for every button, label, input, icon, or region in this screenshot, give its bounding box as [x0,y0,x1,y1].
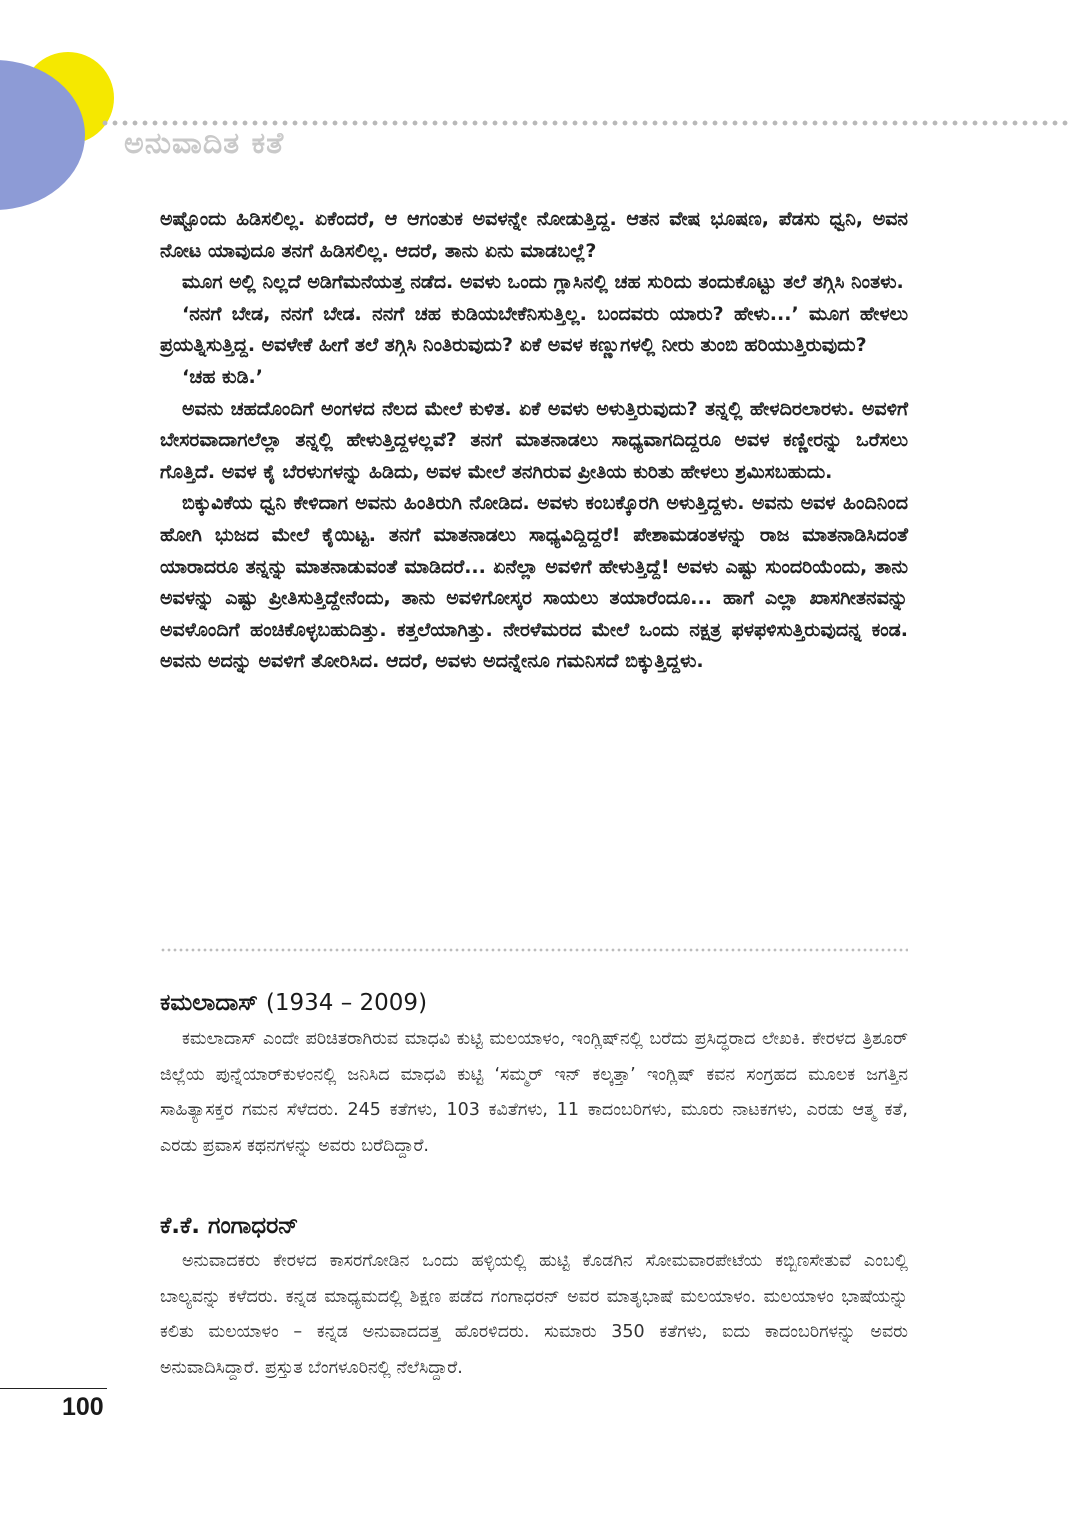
section-title: ಅನುವಾದಿತ ಕತೆ [124,126,285,161]
translator-bio-text: ಅನುವಾದಕರು ಕೇರಳದ ಕಾಸರಗೋಡಿನ ಒಂದು ಹಳ್ಳಿಯಲ್ಲಿ ಹುಟ್ಟಿ ಕೊಡಗಿನ ಸೋಮವಾರಪೇಟೆಯ ಕಬ್ಬಿಣಸೇತುವೆ ಎಂಬಲ್ಲಿ ಬಾಲ್ಯವನ್ನು ಕಳೆದರು. ಕನ್ನಡ ಮಾಧ್ಯಮದಲ್ಲಿ ಶಿಕ್ಷಣ ಪಡೆದ ಗಂಗಾಧರನ್ ಅವರ ಮಾತೃಭಾಷೆ ಮಲಯಾಳಂ. ಮಲಯಾಳಂ ಭಾಷೆಯನ್ನು ಕಲಿತು ಮಲಯಾಳಂ – ಕನ್ನಡ ಅನುವಾದದತ್ತ ಹೊರಳಿದರು. ಸುಮಾರು 350 ಕತೆಗಳು, ಐದು ಕಾದಂಬರಿಗಳನ್ನು ಅವರು ಅನುವಾದಿಸಿದ್ದಾರೆ. ಪ್ರಸ್ತುತ ಬೆಂಗಳೂರಿನಲ್ಲಿ ನೆಲೆಸಿದ್ದಾರೆ. [160,1251,908,1378]
author-heading [160,984,908,1022]
author-years: (1934 – 2009) [265,990,428,1016]
section-divider [160,948,908,952]
story-paragraph: ಮೂಗ ಅಲ್ಲಿ ನಿಲ್ಲದೆ ಅಡಿಗೆಮನೆಯತ್ತ ನಡೆದ. ಅವಳು ಒಂದು ಗ್ಲಾಸಿನಲ್ಲಿ ಚಹ ಸುರಿದು ತಂದುಕೊಟ್ಟು ತಲೆ ತಗ್ಗಿಸಿ ನಿಂತಳು. [182,271,904,294]
translator-bio [160,1208,908,1386]
page-number-rule [0,1388,107,1389]
author-name: ಕಮಲಾದಾಸ್ [160,990,258,1016]
story-paragraph: ಬಿಕ್ಕುವಿಕೆಯ ಧ್ವನಿ ಕೇಳಿದಾಗ ಅವನು ಹಿಂತಿರುಗಿ ನೋಡಿದ. ಅವಳು ಕಂಬಕ್ಕೊರಗಿ ಅಳುತ್ತಿದ್ದಳು. ಅವನು ಅವಳ ಹಿಂದಿನಿಂದ ಹೋಗಿ ಭುಜದ ಮೇಲೆ ಕೈಯಿಟ್ಟ. ತನಗೆ ಮಾತನಾಡಲು ಸಾಧ್ಯವಿದ್ದಿದ್ದರೆ! ಪೇಶಾಮಡಂತಳನ್ನು ರಾಜ ಮಾತನಾಡಿಸಿದಂತೆ ಯಾರಾದರೂ ತನ್ನನ್ನು ಮಾತನಾಡುವಂತೆ ಮಾಡಿದರೆ... ಏನೆಲ್ಲಾ ಅವಳಿಗೆ ಹೇಳುತ್ತಿದ್ದೆ! ಅವಳು ಎಷ್ಟು ಸುಂದರಿಯೆಂದು, ತಾನು ಅವಳನ್ನು ಎಷ್ಟು ಪ್ರೀತಿಸುತ್ತಿದ್ದೇನೆಂದು, ತಾನು ಅವಳಿಗೋಸ್ಕರ ಸಾಯಲು ತಯಾರೆಂದೂ... ಹಾಗೆ ಎಲ್ಲಾ ಖಾಸಗೀತನವನ್ನು ಅವಳೊಂದಿಗೆ ಹಂಚಿಕೊಳ್ಳಬಹುದಿತ್ತು. ಕತ್ತಲೆಯಾಗಿತ್ತು. ನೇರಳೆಮರದ ಮೇಲೆ ಒಂದು ನಕ್ಷತ್ರ ಫಳಫಳಿಸುತ್ತಿರುವುದನ್ನ ಕಂಡ. ಅವನು ಅದನ್ನು ಅವಳಿಗೆ ತೋರಿಸಿದ. ಆದರೆ, ಅವಳು ಅದನ್ನೇನೂ ಗಮನಿಸದೆ ಬಿಕ್ಕುತ್ತಿದ್ದಳು. [160,492,908,673]
page-number: 100 [62,1393,104,1421]
translator-name: ಕೆ.ಕೆ. ಗಂಗಾಧರನ್ [160,1213,299,1239]
story-paragraph: ಅವನು ಚಹದೊಂದಿಗೆ ಅಂಗಳದ ನೆಲದ ಮೇಲೆ ಕುಳಿತ. ಏಕೆ ಅವಳು ಅಳುತ್ತಿರುವುದು? ತನ್ನಲ್ಲಿ ಹೇಳದಿರಲಾರಳು. ಅವಳಿಗೆ ಬೇಸರವಾದಾಗಲೆಲ್ಲಾ ತನ್ನಲ್ಲಿ ಹೇಳುತ್ತಿದ್ದಳಲ್ಲವೆ? ತನಗೆ ಮಾತನಾಡಲು ಸಾಧ್ಯವಾಗದಿದ್ದರೂ ಅವಳ ಕಣ್ಣೀರನ್ನು ಒರೆಸಲು ಗೊತ್ತಿದೆ. ಅವಳ ಕೈ ಬೆರಳುಗಳನ್ನು ಹಿಡಿದು, ಅವಳ ಮೇಲೆ ತನಗಿರುವ ಪ್ರೀತಿಯ ಕುರಿತು ಹೇಳಲು ಶ್ರಮಿಸಬಹುದು. [160,397,908,483]
story-text [160,204,908,678]
story-paragraph: ‘ಚಹ ಕುಡಿ.’ [182,365,263,388]
author-bio-text: ಕಮಲಾದಾಸ್ ಎಂದೇ ಪರಿಚಿತರಾಗಿರುವ ಮಾಧವಿ ಕುಟ್ಟಿ ಮಲಯಾಳಂ, ಇಂಗ್ಲಿಷ್‌ನಲ್ಲಿ ಬರೆದು ಪ್ರಸಿದ್ಧರಾದ ಲೇಖಕಿ. ಕೇರಳದ ತ್ರಿಶೂರ್ ಜಿಲ್ಲೆಯ ಪುನ್ನೆಯಾರ್‌ಕುಳಂನಲ್ಲಿ ಜನಿಸಿದ ಮಾಧವಿ ಕುಟ್ಟಿ ‘ಸಮ್ಮರ್ ಇನ್ ಕಲ್ಕತ್ತಾ’ ಇಂಗ್ಲಿಷ್ ಕವನ ಸಂಗ್ರಹದ ಮೂಲಕ ಜಗತ್ತಿನ ಸಾಹಿತ್ಯಾಸಕ್ತರ ಗಮನ ಸೆಳೆದರು. 245 ಕತೆಗಳು, 103 ಕವಿತೆಗಳು, 11 ಕಾದಂಬರಿಗಳು, ಮೂರು ನಾಟಕಗಳು, ಎರಡು ಆತ್ಮ ಕತೆ, ಎರಡು ಪ್ರವಾಸ ಕಥನಗಳನ್ನು ಅವರು ಬರೆದಿದ್ದಾರೆ. [160,1029,908,1156]
author-bio [160,984,908,1164]
story-paragraph: ಅಷ್ಟೊಂದು ಹಿಡಿಸಲಿಲ್ಲ. ಏಕೆಂದರೆ, ಆ ಆಗಂತುಕ ಅವಳನ್ನೇ ನೋಡುತ್ತಿದ್ದ. ಆತನ ವೇಷ ಭೂಷಣ, ಪೆಡಸು ಧ್ವನಿ, ಅವನ ನೋಟ ಯಾವುದೂ ತನಗೆ ಹಿಡಿಸಲಿಲ್ಲ. ಆದರೆ, ತಾನು ಏನು ಮಾಡಬಲ್ಲೆ? [160,208,908,262]
story-paragraph: ‘ನನಗೆ ಬೇಡ, ನನಗೆ ಬೇಡ. ನನಗೆ ಚಹ ಕುಡಿಯಬೇಕೆನಿಸುತ್ತಿಲ್ಲ. ಬಂದವರು ಯಾರು? ಹೇಳು...’ ಮೂಗ ಹೇಳಲು ಪ್ರಯತ್ನಿಸುತ್ತಿದ್ದ. ಅವಳೇಕೆ ಹೀಗೆ ತಲೆ ತಗ್ಗಿಸಿ ನಿಂತಿರುವುದು? ಏಕೆ ಅವಳ ಕಣ್ಣುಗಳಲ್ಲಿ ನೀರು ತುಂಬಿ ಹರಿಯುತ್ತಿರುವುದು? [160,302,908,357]
